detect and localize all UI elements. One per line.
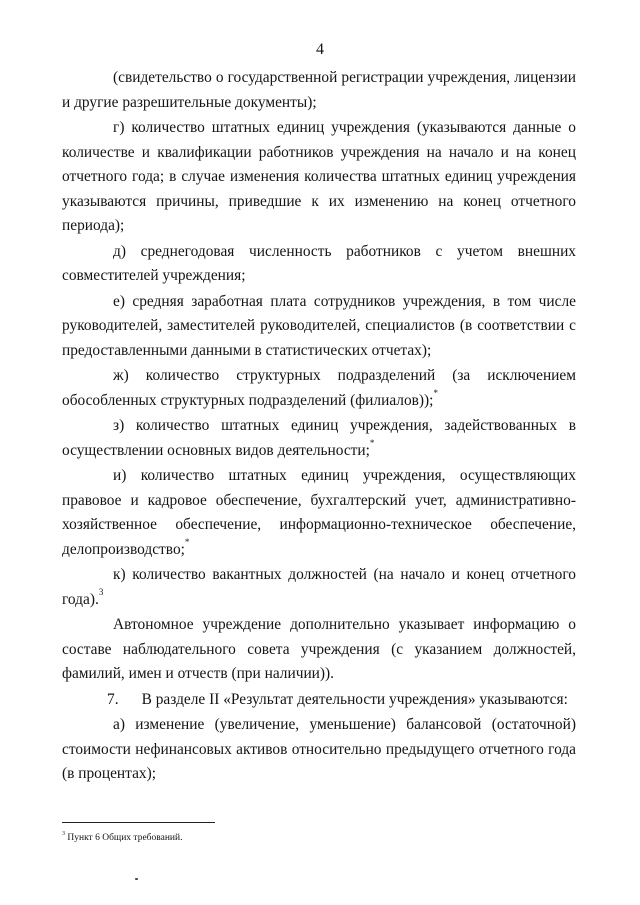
footnote-mark: *	[184, 537, 190, 548]
footnote-text: Пункт 6 Общих требований.	[65, 833, 183, 843]
footnote-reference: 3	[98, 587, 104, 598]
footnote-number: 3	[62, 830, 65, 837]
footnote-mark: *	[433, 388, 438, 399]
paragraph-item-z-core-staff: з) количество штатных единиц учреждения, задействованных в осуществлении основных видов деятельности;*	[62, 417, 576, 459]
paragraph-item-k-vacancies: к) количество вакантных должностей (на начало и конец отчетного года).$^3$	[62, 566, 576, 608]
paragraph-item-g-staff-units: г) количество штатных единиц учреждения (указываются данные о количестве и квалификации работников учреждения на начало и на конец отчетного года; в случае изменения количества штатных единиц учреждения указываются причины, приведшие к их изменению на конец отчетного периода);	[62, 119, 576, 234]
paragraph-section-7-results: 7. В разделе II «Результат деятельности учреждения» указываются:	[107, 690, 568, 708]
footnote-mark: *	[369, 438, 375, 449]
paragraph-item-a-asset-change: а) изменение (увеличение, уменьшение) балансовой (остаточной) стоимости нефинансовых активов относительно предыдущего отчетного года (в процентах);	[62, 716, 576, 782]
paragraph-item-e-avg-salary: е) средняя заработная плата сотрудников учреждения, в том числе руководителей, заместителей руководителей, специалистов (в соответствии с предоставленными данными в статистических отчетах);	[62, 292, 576, 359]
page-number: 4	[316, 41, 324, 58]
footnote	[62, 832, 182, 844]
paragraph-item-zh-structural-units: ж) количество структурных подразделений (за исключением обособленных структурных подразделений (филиалов));*	[62, 367, 576, 409]
paragraph-registration-docs: (свидетельство о государственной регистрации учреждения, лицензии и другие разрешительные документы);	[62, 69, 576, 111]
paragraph-item-d-avg-headcount: д) среднегодовая численность работников с учетом внешних совместителей учреждения;	[62, 242, 576, 284]
paragraph-item-i-support-staff: и) количество штатных единиц учреждения, осуществляющих правовое и кадровое обеспечение, бухгалтерский учет, административно-хозяйственное обеспечение, информационно-техническое обеспечение, делопроизводство;*	[62, 467, 576, 558]
document-body	[62, 66, 576, 788]
paragraph-supervisory-board: Автономное учреждение дополнительно указывает информацию о составе наблюдательного совета учреждения (с указанием должностей, фамилий, имен и отчеств (при наличии)).	[62, 616, 576, 682]
scan-speck	[135, 878, 138, 880]
footnote-divider	[62, 822, 215, 823]
